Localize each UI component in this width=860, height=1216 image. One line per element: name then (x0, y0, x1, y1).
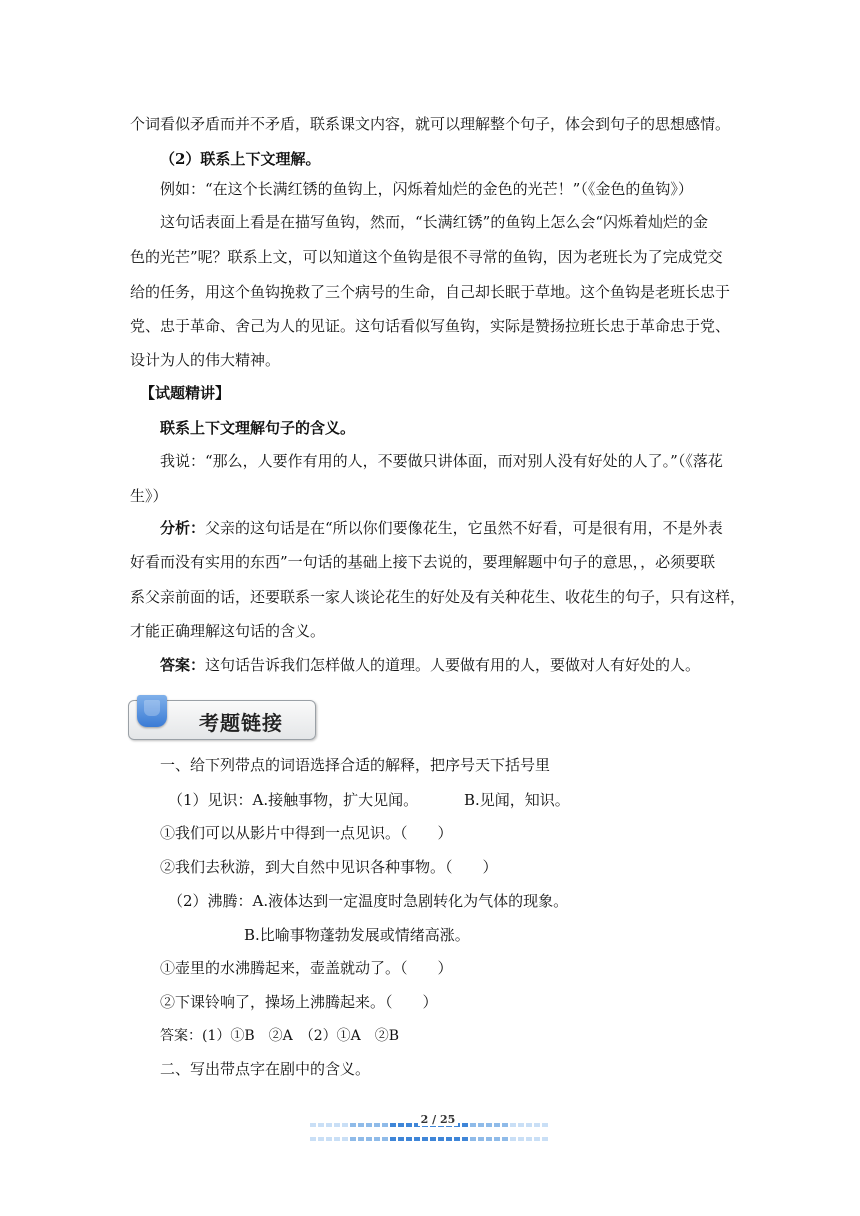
analysis-text: 父亲的这句话是在“所以你们要像花生，它虽然不好看，可是很有用，不是外表 (205, 519, 723, 537)
sentence-line: ②我们去秋游，到大自然中见识各种事物。（ ） (160, 858, 498, 876)
option-line: B.比喻事物蓬勃发展或情绪高涨。 (244, 926, 470, 944)
footer-bar-segment (414, 1137, 420, 1141)
quote-line: 生》） (130, 487, 168, 505)
paragraph-line: 给的任务，用这个鱼钩挽救了三个病号的生命，自己却长眠于草地。这个鱼钩是老班长忠于 (130, 283, 731, 301)
footer-bar-segment (406, 1137, 412, 1141)
footer-bar-segment (526, 1137, 532, 1141)
footer-bar-segment (446, 1137, 452, 1141)
footer-bar-segment (518, 1137, 524, 1141)
page-footer (310, 1110, 550, 1132)
footer-decoration (310, 1126, 550, 1130)
footer-bar-segment (430, 1137, 436, 1141)
option-line: （1）见识：A.接触事物，扩大见闻。 (168, 791, 419, 809)
footer-bar-segment (542, 1137, 548, 1141)
analysis-line: 系父亲前面的话，还要联系一家人谈论花生的好处及有关种花生、收花生的句子，只有这样， (130, 588, 746, 606)
sentence-line: ①壶里的水沸腾起来，壶盖就动了。（ ） (160, 959, 453, 977)
footer-bar-segment (374, 1137, 380, 1141)
footer-bar-segment (486, 1137, 492, 1141)
paragraph-line: 党、忠于革命、舍己为人的见证。这句话看似写鱼钩，实际是赞扬拉班长忠于革命忠于党、 (130, 317, 731, 335)
section-banner (128, 700, 316, 740)
answer-text: 这句话告诉我们怎样做人的道理。人要做有用的人，要做对人有好处的人。 (205, 656, 701, 674)
footer-bar-segment (382, 1137, 388, 1141)
footer-bar-segment (470, 1137, 476, 1141)
footer-bar-segment (438, 1137, 444, 1141)
footer-bar-segment (326, 1137, 332, 1141)
paragraph-line: 这句话表面上看是在描写鱼钩，然而，“长满红锈”的鱼钩上怎么会“闪烁着灿烂的金 (160, 213, 709, 231)
footer-bar-segment (390, 1137, 396, 1141)
footer-bar-segment (398, 1137, 404, 1141)
footer-bar-segment (318, 1137, 324, 1141)
analysis-line: 好看而没有实用的东西”一句话的基础上接下去说的，要理解题中句子的意思，，必须要联 (130, 553, 716, 571)
footer-bar-segment (462, 1137, 468, 1141)
section-heading: （2）联系上下文理解。 (160, 150, 321, 168)
paragraph-line: 设计为人的伟大精神。 (130, 351, 281, 369)
banner-title: 考题链接 (199, 711, 283, 735)
footer-bar-segment (494, 1137, 500, 1141)
question-line: 二、写出带点字在剧中的含义。 (160, 1060, 371, 1078)
sentence-line: ①我们可以从影片中得到一点见识。（ ） (160, 824, 453, 842)
footer-bar-segment (534, 1137, 540, 1141)
answer-label: 答案： (160, 656, 206, 674)
paragraph-line: 个词看似矛盾而并不矛盾，联系课文内容，就可以理解整个句子，体会到句子的思想感情。 (130, 115, 731, 133)
option-line: （2）沸腾：A.液体达到一定温度时急剧转化为气体的现象。 (168, 892, 569, 910)
footer-bar-segment (510, 1137, 516, 1141)
option-line: B.见闻，知识。 (464, 791, 570, 809)
footer-bar-segment (334, 1137, 340, 1141)
answer-line (160, 654, 730, 676)
bookmark-tab-icon (137, 695, 167, 727)
example-line: 例如：“在这个长满红锈的鱼钩上，闪烁着灿烂的金色的光芒！”（《金色的鱼钩》） (160, 180, 693, 198)
footer-bar-segment (422, 1137, 428, 1141)
analysis-line: 才能正确理解这句话的含义。 (130, 622, 326, 640)
analysis-label: 分析： (160, 519, 206, 537)
paragraph-line: 色的光芒”呢？联系上文，可以知道这个鱼钩是很不寻常的鱼钩，因为老班长为了完成党交 (130, 248, 723, 266)
footer-bar-segment (478, 1137, 484, 1141)
footer-bar-segment (366, 1137, 372, 1141)
footer-bar-segment (454, 1137, 460, 1141)
footer-bar-segment (358, 1137, 364, 1141)
sentence-line: ②下课铃响了，操场上沸腾起来。（ ） (160, 993, 438, 1011)
footer-bar-segment (310, 1137, 316, 1141)
quote-line: 我说：“那么，人要作有用的人，不要做只讲体面，而对别人没有好处的人了。”（《落花 (160, 452, 723, 470)
answer-line: 答案：(1）①B ②A （2）①A ②B (160, 1028, 400, 1044)
footer-bar-segment (502, 1137, 508, 1141)
page-number: 2 / 25 (418, 1113, 458, 1126)
exam-heading: 【试题精讲】 (140, 384, 231, 402)
footer-bar-segment (342, 1137, 348, 1141)
analysis-line (160, 517, 730, 539)
question-line: 一、给下列带点的词语选择合适的解释，把序号天下括号里 (160, 756, 551, 774)
exam-subheading: 联系上下文理解句子的含义。 (160, 419, 356, 437)
footer-bar-segment (350, 1137, 356, 1141)
